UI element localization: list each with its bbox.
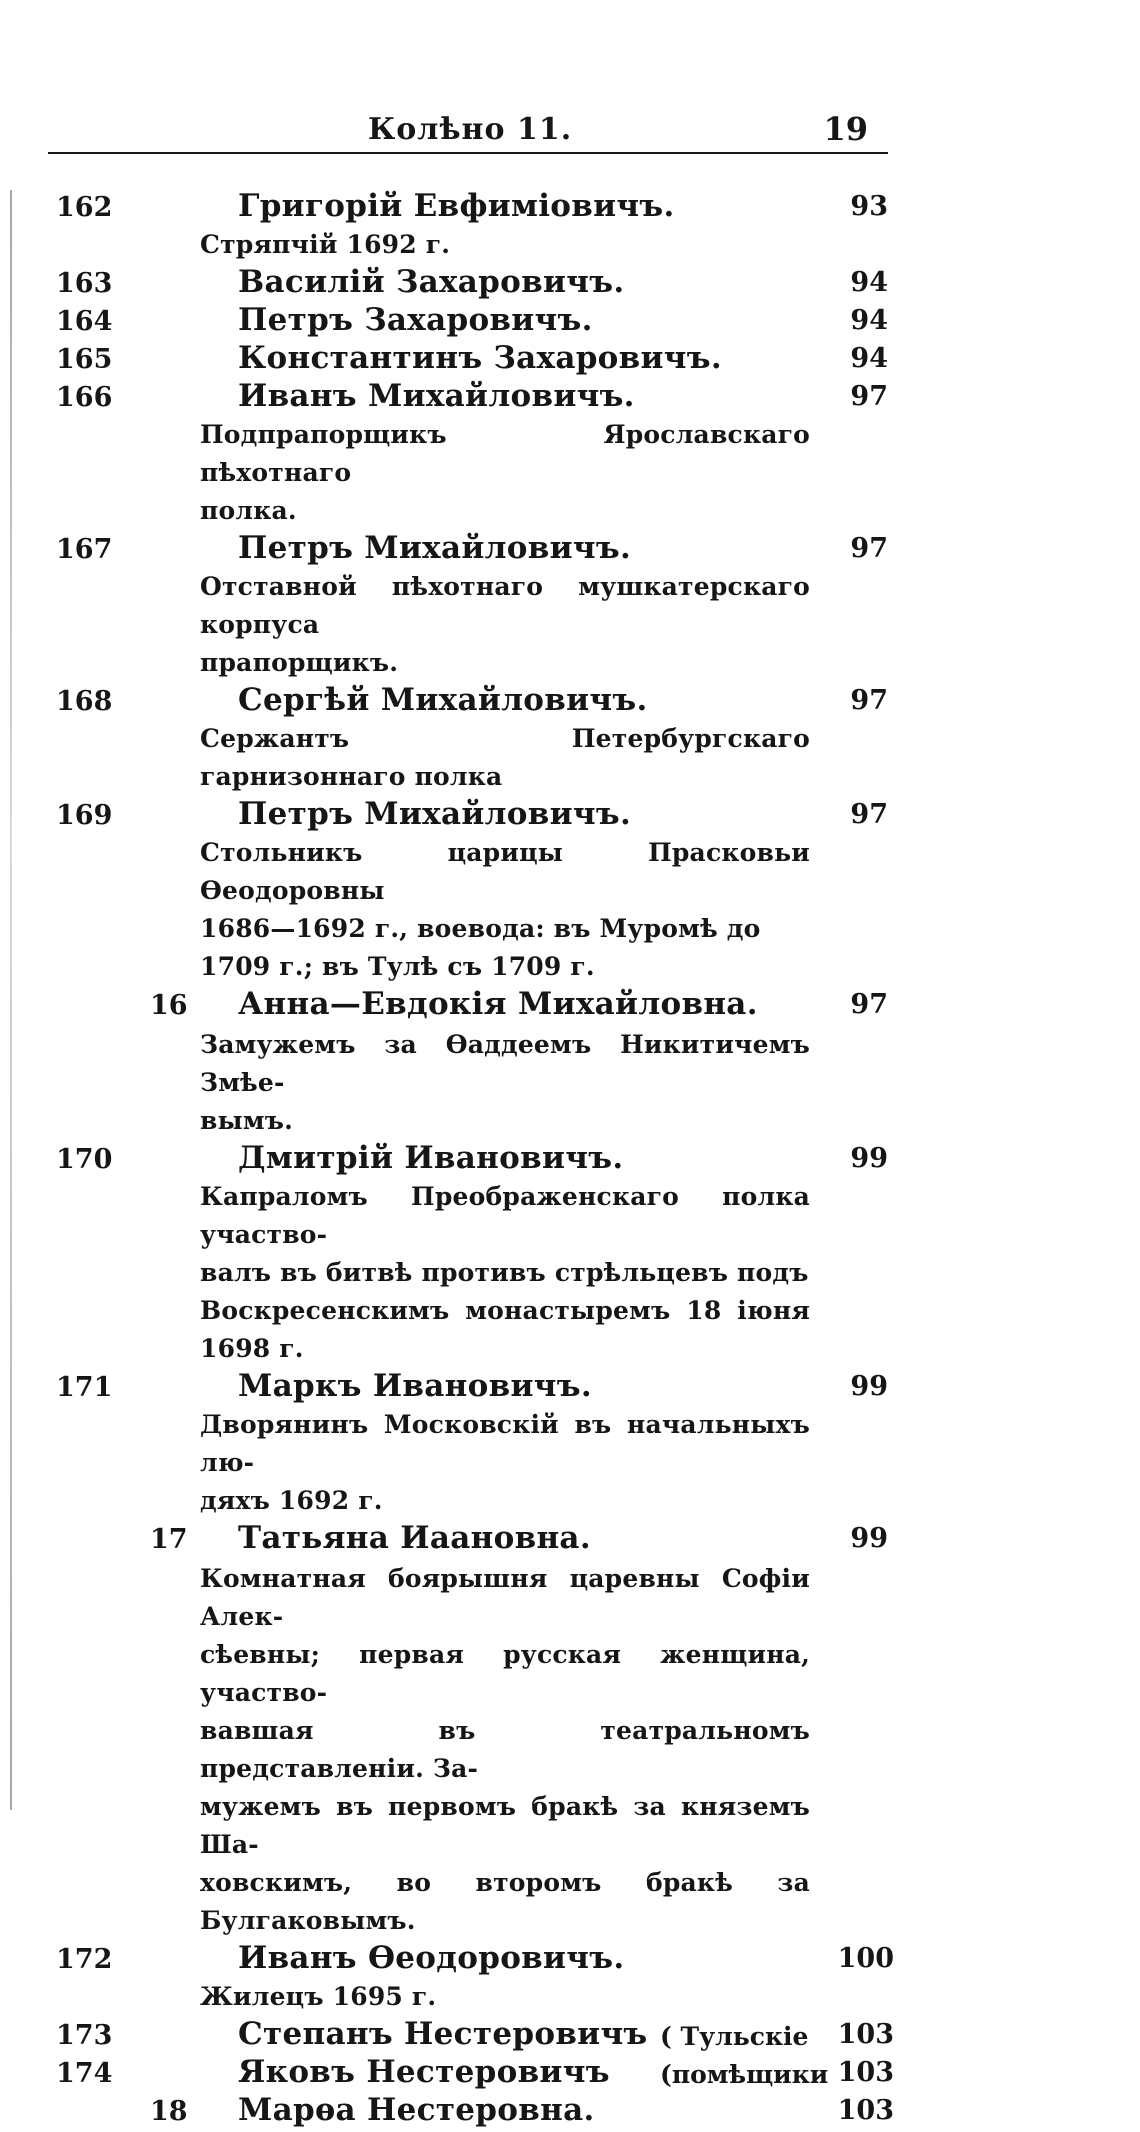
entry-reference: 103: [837, 2095, 894, 2126]
entry-168: [0, 682, 1140, 720]
entry-name: Петръ Михайловичъ.: [238, 530, 632, 566]
entry-description: Подпрапорщикъ Ярославскаго пѣхотнаго полка.: [200, 420, 810, 525]
female-entry-number: 16: [150, 990, 188, 1021]
entry-number: 170: [56, 1144, 113, 1175]
entry-162: [0, 188, 1140, 226]
entry-name: Константинъ Захаровичъ.: [238, 340, 722, 376]
entry-name: Петръ Захаровичъ.: [238, 302, 593, 338]
entry-reference: 94: [850, 305, 888, 336]
entry-number: 173: [56, 2020, 113, 2051]
entry-name: Григорій Евфиміовичъ.: [238, 188, 675, 224]
entry-name: Иванъ Михайловичъ.: [238, 378, 635, 414]
entry-reference: 94: [850, 267, 888, 298]
entry-female-16: [0, 986, 1140, 1026]
entry-description: Отставной пѣхотнаго мушкатерскаго корпуса прапорщикъ.: [200, 572, 810, 677]
entry-number: 162: [56, 192, 113, 223]
entry-name: Яковъ Нестеровичъ: [238, 2054, 610, 2090]
entry-name: Петръ Михайловичъ.: [238, 796, 632, 832]
entry-170: [0, 1140, 1140, 1178]
entry-description: Сержантъ Петербургскаго гарнизоннаго полка: [200, 724, 810, 791]
entry-reference: 99: [850, 1143, 888, 1174]
entry-number: 164: [56, 306, 113, 337]
entry-number: 166: [56, 382, 113, 413]
entry-reference: 97: [850, 799, 888, 830]
entry-reference: 97: [850, 533, 888, 564]
entry-164: [0, 302, 1140, 340]
entry-name: Марѳа Нестеровна.: [238, 2092, 595, 2128]
entry-165: [0, 340, 1140, 378]
entry-number: 167: [56, 534, 113, 565]
entry-number: 174: [56, 2058, 113, 2089]
female-entry-number: 18: [150, 2096, 188, 2127]
entry-173: [0, 2016, 1140, 2054]
entry-166: [0, 378, 1140, 416]
entry-174: [0, 2054, 1140, 2092]
entry-female-18: [0, 2092, 1140, 2132]
entry-name: Анна—Евдокія Михайловна.: [238, 986, 758, 1022]
entry-number: 163: [56, 268, 113, 299]
entry-reference: 97: [850, 381, 888, 412]
entry-number: 168: [56, 686, 113, 717]
entry-reference: 103: [837, 2019, 894, 2050]
entry-number: 171: [56, 1372, 113, 1403]
entry-reference: 100: [837, 1943, 894, 1974]
entry-172: [0, 1940, 1140, 1978]
entry-reference: 93: [850, 191, 888, 222]
entry-reference: 99: [850, 1523, 888, 1554]
entry-169: [0, 796, 1140, 834]
running-title: Колѣно 11.: [368, 112, 573, 147]
page-header: [48, 108, 888, 154]
genealogy-list: [0, 188, 1140, 2132]
entry-description: Жилецъ 1695 г.: [200, 1982, 437, 2011]
entry-name: Василій Захаровичъ.: [238, 264, 625, 300]
entry-name: Татьяна Иаановна.: [238, 1520, 591, 1556]
entry-number: 172: [56, 1944, 113, 1975]
bracket-note: (помѣщики: [660, 2060, 829, 2089]
header-rule: [48, 152, 888, 154]
entry-163: [0, 264, 1140, 302]
entry-description: Замужемъ за Ѳаддеемъ Никитичемъ Змѣе- вымъ.: [200, 1030, 810, 1135]
entry-reference: 99: [850, 1371, 888, 1402]
entry-reference: 97: [850, 989, 888, 1020]
bracket-note: ( Тульскіе: [660, 2022, 809, 2051]
entry-reference: 94: [850, 343, 888, 374]
page-number: 19: [823, 110, 868, 148]
female-entry-number: 17: [150, 1524, 188, 1555]
entry-name: Иванъ Ѳеодоровичъ.: [238, 1940, 625, 1976]
entry-167: [0, 530, 1140, 568]
entry-reference: 97: [850, 685, 888, 716]
entry-description: Стольникъ царицы Прасковьи Ѳеодоровны 1686—1692 г., воевода: въ Муромѣ до 1709 г.; въ Тулѣ съ 1709 г.: [200, 838, 810, 981]
entry-description: Капраломъ Преображенскаго полка участво- валъ въ битвѣ противъ стрѣльцевъ подъ Воскресенскимъ монастыремъ 18 іюня 1698 г.: [200, 1182, 810, 1363]
entry-reference: 103: [837, 2057, 894, 2088]
entry-description: Комнатная боярышня царевны Софіи Алек- сѣевны; первая русская женщина, участво- вавшая въ театральномъ представленіи. За- мужемъ въ первомъ бракѣ за княземъ Ша- ховскимъ, во второмъ бракѣ за Булгаковымъ.: [200, 1564, 810, 1935]
entry-171: [0, 1368, 1140, 1406]
entry-female-17: [0, 1520, 1140, 1560]
entry-name: Сергѣй Михайловичъ.: [238, 682, 648, 718]
entry-name: Маркъ Ивановичъ.: [238, 1368, 592, 1404]
entry-description: Стряпчій 1692 г.: [200, 230, 451, 259]
entry-number: 165: [56, 344, 113, 375]
entry-name: Степанъ Нестеровичъ: [238, 2016, 648, 2052]
entry-description: Дворянинъ Московскій въ начальныхъ лю- дяхъ 1692 г.: [200, 1410, 810, 1515]
entry-name: Дмитрій Ивановичъ.: [238, 1140, 624, 1176]
entry-number: 169: [56, 800, 113, 831]
